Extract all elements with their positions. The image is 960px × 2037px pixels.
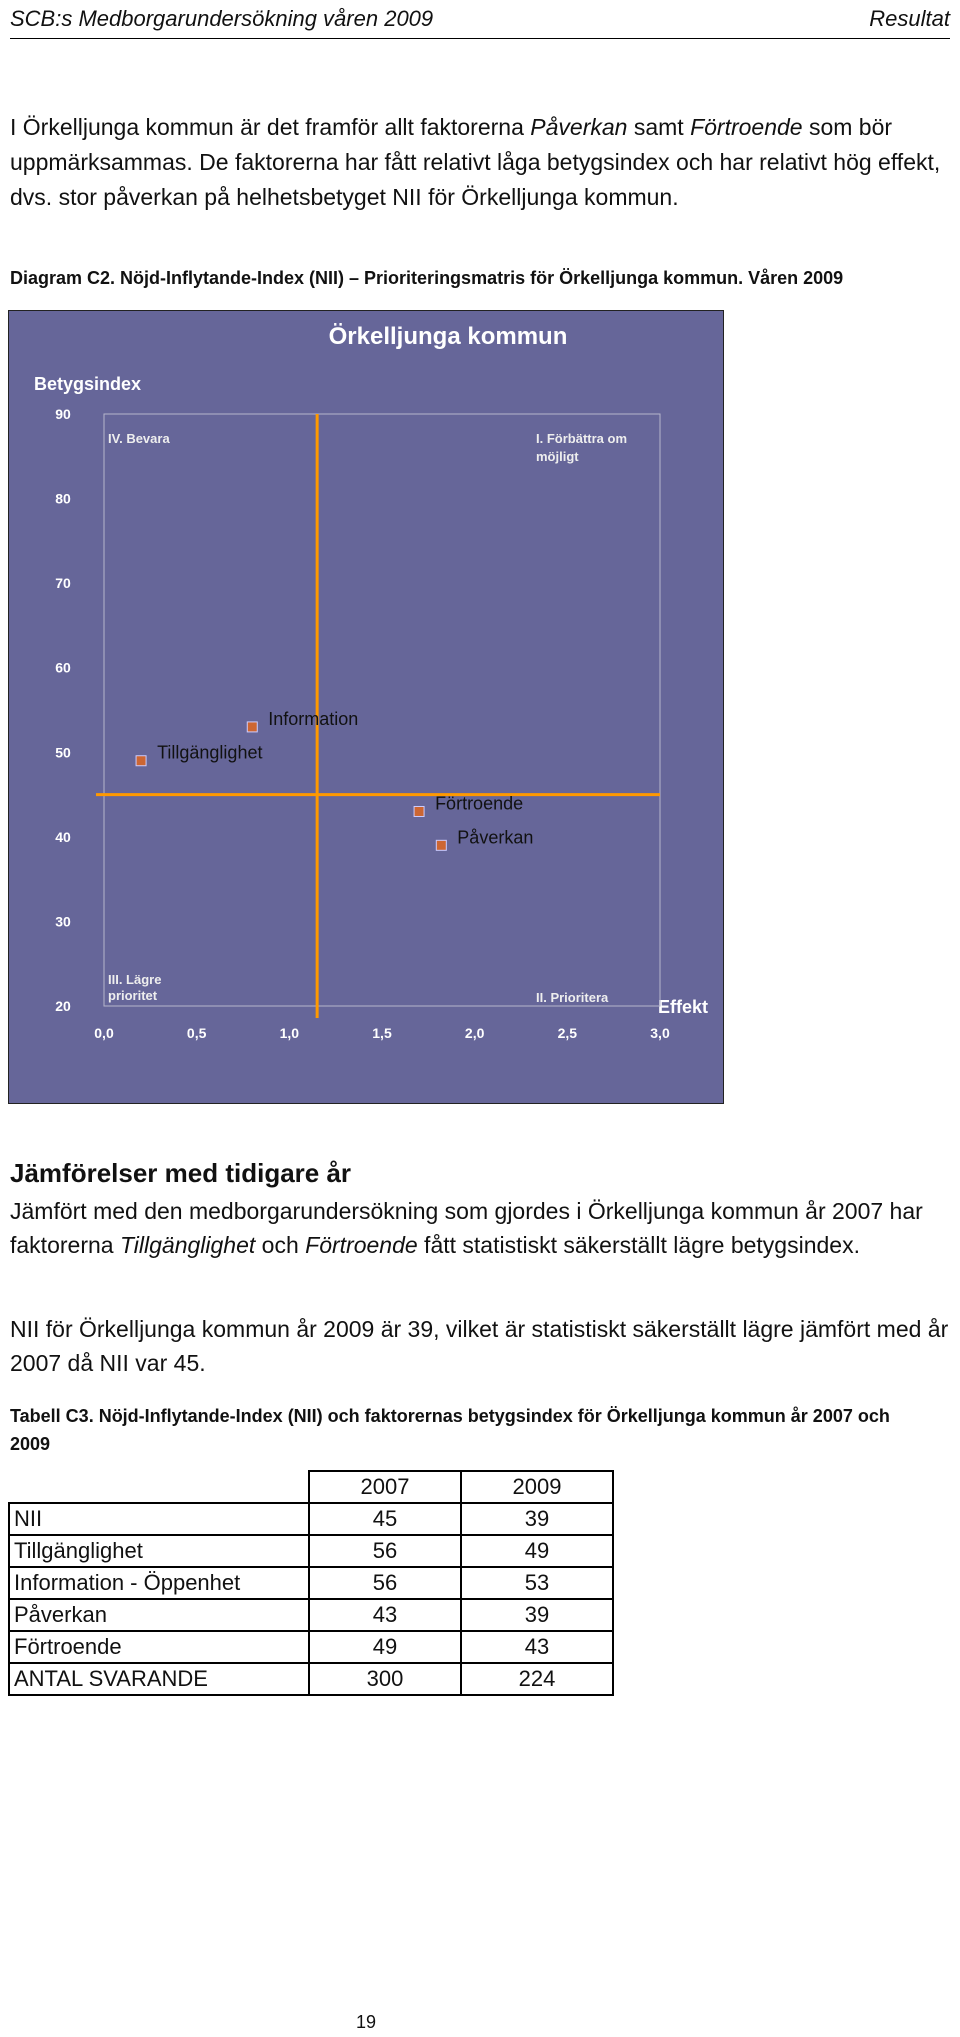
table-cell: 56 bbox=[309, 1567, 461, 1599]
x-tick-label: 0,0 bbox=[94, 1025, 114, 1041]
chart-title: Örkelljunga kommun bbox=[328, 323, 568, 350]
intro-emph-2: Förtroende bbox=[690, 114, 803, 140]
x-tick-label: 3,0 bbox=[650, 1025, 670, 1041]
table-cell: 49 bbox=[461, 1535, 613, 1567]
table-row-label: Påverkan bbox=[9, 1599, 309, 1631]
table-row bbox=[9, 1503, 613, 1535]
y-tick-label: 20 bbox=[55, 998, 71, 1014]
y-tick-label: 80 bbox=[55, 490, 71, 507]
table-header-row bbox=[9, 1471, 613, 1503]
x-tick-label: 0,5 bbox=[186, 1025, 207, 1041]
y-tick-label: 50 bbox=[55, 744, 71, 761]
x-tick-label: 1,5 bbox=[372, 1025, 392, 1041]
data-point-label: Förtroende bbox=[435, 793, 524, 814]
x-tick-label: 1,0 bbox=[279, 1025, 300, 1041]
table-cell: 39 bbox=[461, 1503, 613, 1535]
table-cell: 56 bbox=[309, 1535, 461, 1567]
table-row bbox=[9, 1631, 613, 1663]
table-cell: 224 bbox=[461, 1663, 613, 1695]
table-corner-cell bbox=[9, 1471, 309, 1503]
intro-text-2: samt bbox=[627, 114, 691, 140]
x-tick-label: 2,0 bbox=[464, 1025, 485, 1041]
table-row-label: NII bbox=[9, 1503, 309, 1535]
table-row bbox=[9, 1663, 613, 1695]
quadrant-iii-label-1: III. Lägre bbox=[108, 972, 162, 987]
table-cell: 53 bbox=[461, 1567, 613, 1599]
table-row-label: ANTAL SVARANDE bbox=[9, 1663, 309, 1695]
section-heading: Jämförelser med tidigare år bbox=[10, 1158, 352, 1188]
report-title: SCB:s Medborgarundersökning våren 2009 bbox=[10, 6, 434, 31]
nii-paragraph: NII för Örkelljunga kommun år 2009 är 39, vilket är statistiskt säkerställt lägre jämfört med år 2007 då NII var 45. bbox=[10, 1316, 949, 1376]
data-point-marker bbox=[136, 756, 146, 766]
table-row-label: Information - Öppenhet bbox=[9, 1567, 309, 1599]
table-cell: 45 bbox=[309, 1503, 461, 1535]
data-point-marker bbox=[247, 722, 257, 732]
diagram-caption: Diagram C2. Nöjd-Inflytande-Index (NII) – Prioriteringsmatris för Örkelljunga kommun. Våren 2009 bbox=[10, 268, 844, 288]
quadrant-ii-label: II. Prioritera bbox=[536, 990, 609, 1005]
page-header bbox=[10, 4, 950, 39]
y-axis-label: Betygsindex bbox=[34, 374, 142, 394]
y-tick-label: 30 bbox=[55, 913, 71, 930]
intro-text-3: som bör uppmärksammas. De faktorerna har fått relativt låga betygsindex och har relativt hög effekt, dvs. stor påverkan på helhetsbetyget NII för Örkelljunga kommun. bbox=[10, 114, 941, 210]
section-name: Resultat bbox=[869, 6, 950, 31]
table-row bbox=[9, 1567, 613, 1599]
compare-emph-2: Förtroende bbox=[305, 1232, 418, 1258]
table-cell: 39 bbox=[461, 1599, 613, 1631]
quadrant-iv-label: IV. Bevara bbox=[108, 431, 170, 446]
y-tick-label: 90 bbox=[55, 406, 71, 422]
priority-matrix-chart bbox=[8, 310, 724, 1104]
intro-text-1: I Örkelljunga kommun är det framför allt faktorerna bbox=[10, 114, 531, 140]
y-tick-label: 40 bbox=[55, 828, 71, 845]
data-point-marker bbox=[414, 806, 424, 816]
data-point-label: Information bbox=[268, 708, 359, 729]
table-cell: 300 bbox=[309, 1663, 461, 1695]
compare-text-3: fått statistiskt säkerställt lägre betygsindex. bbox=[417, 1232, 860, 1258]
table-caption: Tabell C3. Nöjd-Inflytande-Index (NII) och faktorernas betygsindex för Örkelljunga kommun år 2007 och 2009 bbox=[10, 1406, 890, 1454]
y-tick-label: 60 bbox=[55, 659, 71, 676]
data-point-label: Påverkan bbox=[457, 827, 534, 848]
table-row-label: Tillgänglighet bbox=[9, 1535, 309, 1567]
table-row-label: Förtroende bbox=[9, 1631, 309, 1663]
table-header-cell: 2007 bbox=[309, 1471, 461, 1503]
quadrant-iii-label-2: prioritet bbox=[108, 988, 158, 1003]
intro-emph-1: Påverkan bbox=[530, 114, 628, 140]
x-axis-label: Effekt bbox=[658, 997, 709, 1017]
compare-text-2: och bbox=[255, 1232, 306, 1258]
table-header-cell: 2009 bbox=[461, 1471, 613, 1503]
index-table bbox=[8, 1470, 614, 1696]
table-cell: 43 bbox=[309, 1599, 461, 1631]
table-row bbox=[9, 1535, 613, 1567]
data-point-marker bbox=[436, 840, 446, 850]
data-point-label: Tillgänglighet bbox=[157, 742, 263, 763]
y-tick-label: 70 bbox=[55, 575, 71, 592]
compare-text-1: Jämfört med den medborgarundersökning som gjordes i Örkelljunga kommun år 2007 har faktorerna bbox=[10, 1198, 923, 1258]
quadrant-i-label-1: I. Förbättra om bbox=[536, 431, 628, 446]
table-cell: 43 bbox=[461, 1631, 613, 1663]
x-tick-label: 2,5 bbox=[557, 1025, 578, 1041]
compare-emph-1: Tillgänglighet bbox=[119, 1232, 256, 1258]
quadrant-i-label-2: möjligt bbox=[536, 449, 579, 464]
compare-paragraph bbox=[10, 1194, 950, 1262]
page-number: 19 bbox=[356, 2012, 377, 2032]
table-row bbox=[9, 1599, 613, 1631]
intro-paragraph bbox=[10, 110, 950, 215]
table-cell: 49 bbox=[309, 1631, 461, 1663]
